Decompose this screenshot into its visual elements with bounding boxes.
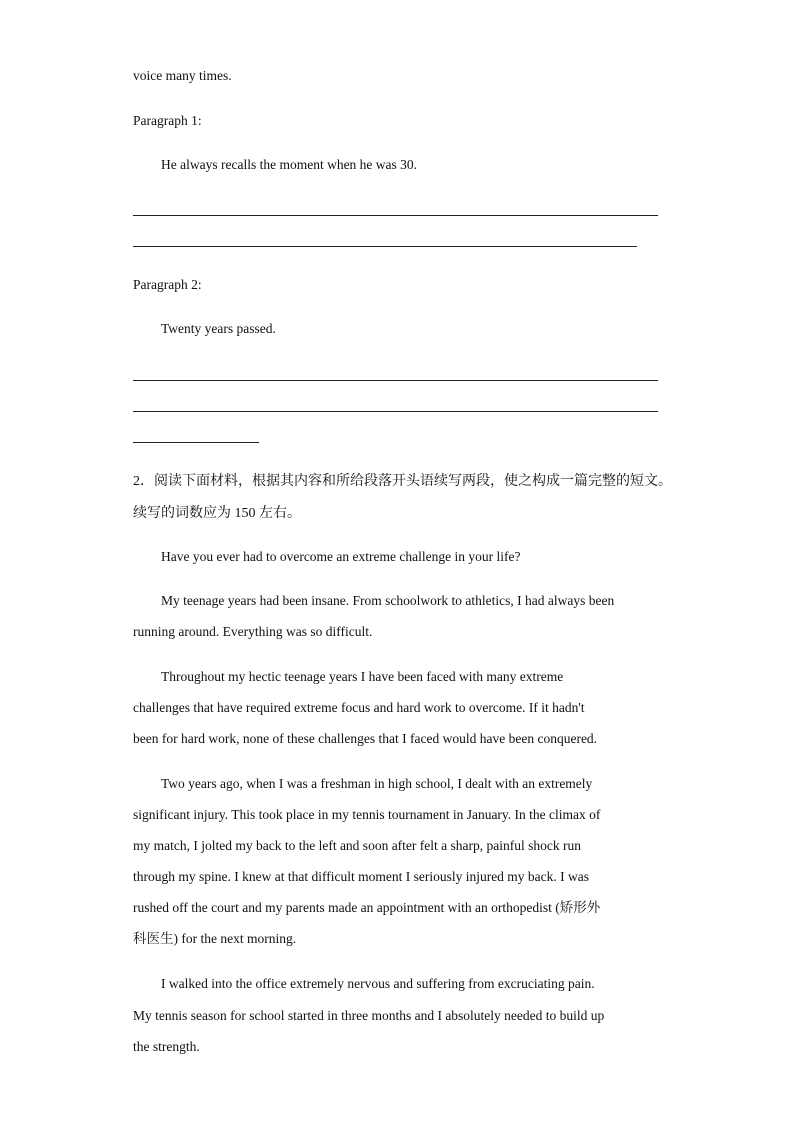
passage-line: been for hard work, none of these challenges that I faced would have been conquered. — [133, 731, 598, 746]
passage-line: Have you ever had to overcome an extreme challenge in your life? — [161, 549, 521, 564]
passage-line: My tennis season for school started in three months and I absolutely needed to build up — [133, 1008, 605, 1023]
passage-line: Throughout my hectic teenage years I have been faced with many extreme — [161, 669, 564, 684]
passage-line: rushed off the court and my parents made an appointment with an orthopedist (矫形外 — [133, 900, 601, 915]
answer-line — [133, 411, 658, 412]
passage-line: challenges that have required extreme focus and hard work to overcome. If it hadn't — [133, 700, 585, 715]
passage-line: through my spine. I knew at that difficult moment I seriously injured my back. I was — [133, 869, 590, 884]
paragraph1-label: Paragraph 1: — [133, 113, 202, 128]
question2-instruction: 续写的词数应为 150 左右。 — [133, 506, 301, 521]
paragraph2-opening: Twenty years passed. — [161, 321, 276, 336]
paragraph1-opening: He always recalls the moment when he was 30. — [161, 157, 418, 172]
passage-line: 科医生) for the next morning. — [133, 931, 297, 946]
paragraph2-label: Paragraph 2: — [133, 277, 202, 292]
passage-line: my match, I jolted my back to the left and soon after felt a sharp, painful shock run — [133, 838, 581, 853]
answer-line — [133, 442, 259, 443]
passage-line: significant injury. This took place in my tennis tournament in January. In the climax of — [133, 807, 601, 822]
passage-line: Two years ago, when I was a freshman in high school, I dealt with an extremely — [161, 776, 593, 791]
question2-instruction: 2．阅读下面材料，根据其内容和所给段落开头语续写两段，使之构成一篇完整的短文。 — [133, 474, 672, 489]
passage-line: My teenage years had been insane. From schoolwork to athletics, I had always been — [161, 593, 615, 608]
passage-line: the strength. — [133, 1039, 200, 1054]
answer-line — [133, 215, 658, 216]
answer-line — [133, 246, 637, 247]
answer-line — [133, 380, 658, 381]
top-fragment-text: voice many times. — [133, 68, 232, 83]
passage-line: I walked into the office extremely nervous and suffering from excruciating pain. — [161, 976, 595, 991]
passage-line: running around. Everything was so difficult. — [133, 624, 373, 639]
